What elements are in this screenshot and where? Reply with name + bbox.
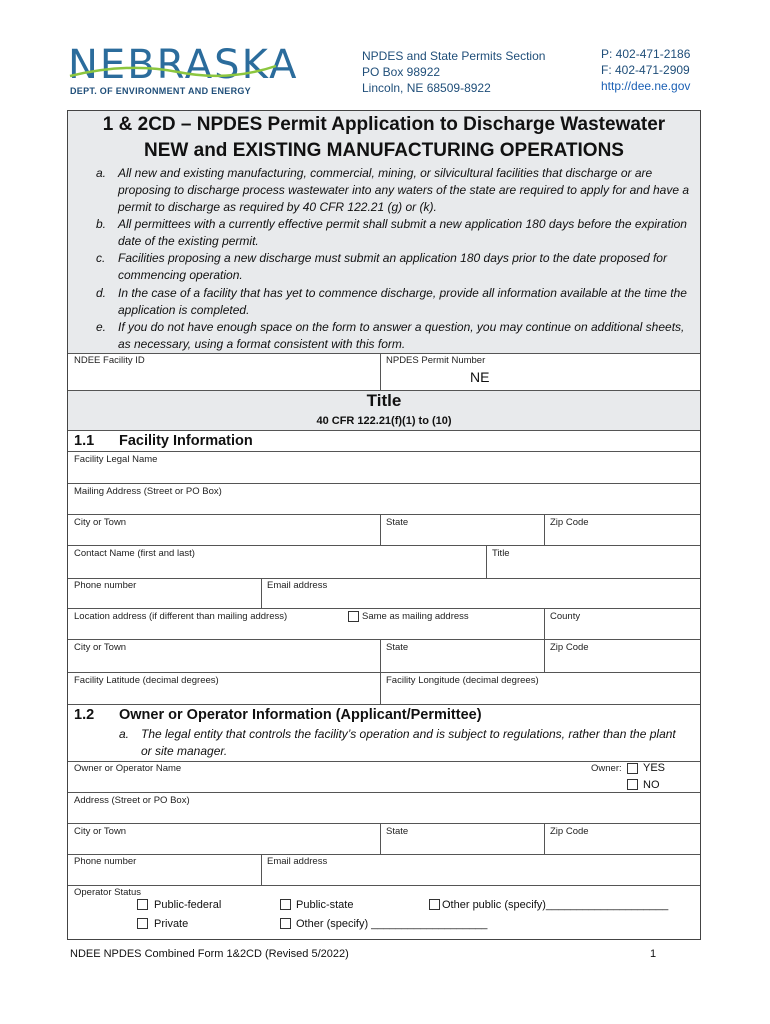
- divider: [68, 792, 700, 793]
- divider: [380, 514, 381, 545]
- owner-yes-checkbox[interactable]: [627, 763, 638, 774]
- form-subtitle: NEW and EXISTING MANUFACTURING OPERATIONS: [144, 140, 624, 161]
- location-city-field[interactable]: City or Town: [74, 642, 127, 653]
- section-title: Title: [366, 391, 402, 410]
- instruction-text: The legal entity that controls the facility’s operation and is subject to regulations, rather than the plant or site manager.: [141, 727, 676, 758]
- public-state-checkbox[interactable]: [280, 899, 291, 910]
- instruction-text: Facilities proposing a new discharge must submit an application 180 days prior to the date proposed for commencing operation.: [118, 251, 667, 282]
- divider: [486, 545, 487, 578]
- subsection-number: 1.2: [74, 707, 95, 723]
- owner-operator-name-field[interactable]: Owner or Operator Name: [74, 763, 182, 774]
- location-zip-field[interactable]: Zip Code: [550, 642, 589, 653]
- owner-no-checkbox[interactable]: [627, 779, 638, 790]
- subsection-title: Owner or Operator Information (Applicant/Permittee): [119, 707, 482, 723]
- address-line: Lincoln, NE 68509-8922: [362, 81, 491, 95]
- zip-field[interactable]: Zip Code: [550, 517, 589, 528]
- owner-no-label: NO: [643, 779, 660, 791]
- facility-id-field[interactable]: NDEE Facility ID: [74, 355, 145, 366]
- state-field[interactable]: State: [386, 517, 409, 528]
- divider: [380, 639, 381, 672]
- contact-name-field[interactable]: Contact Name (first and last): [74, 548, 195, 559]
- other-public-label[interactable]: Other public (specify)____________________: [442, 899, 669, 911]
- website-link[interactable]: http://dee.ne.gov: [601, 79, 691, 93]
- owner-yes-label: YES: [643, 762, 666, 774]
- divider: [68, 639, 700, 640]
- public-state-label: Public-state: [296, 899, 354, 911]
- owner-email-field[interactable]: Email address: [267, 856, 328, 867]
- divider: [68, 578, 700, 579]
- operator-status-label: Operator Status: [74, 887, 142, 898]
- divider: [261, 578, 262, 608]
- subsection-number: 1.1: [74, 433, 95, 449]
- divider: [68, 483, 700, 484]
- divider: [380, 823, 381, 854]
- owner-zip-field[interactable]: Zip Code: [550, 826, 589, 837]
- divider: [68, 885, 700, 886]
- public-federal-checkbox[interactable]: [137, 899, 148, 910]
- divider: [68, 672, 700, 673]
- footer-form-name: NDEE NPDES Combined Form 1&2CD (Revised 5/2022): [70, 948, 349, 960]
- location-address-field[interactable]: Location address (if different than mailing address): [74, 611, 288, 622]
- instruction-text: In the case of a facility that has yet to commence discharge, provide all information available at the time the application is completed.: [118, 286, 687, 317]
- phone-field[interactable]: Phone number: [74, 580, 137, 591]
- divider: [68, 451, 700, 452]
- address-line: PO Box 98922: [362, 65, 441, 79]
- instruction-letter: c.: [96, 251, 106, 265]
- divider: [544, 639, 545, 672]
- mailing-address-block: [362, 48, 545, 96]
- instruction-c: [96, 250, 696, 284]
- fax-number: F: 402-471-2909: [601, 63, 690, 77]
- owner-city-field[interactable]: City or Town: [74, 826, 127, 837]
- contact-block: [601, 46, 690, 94]
- divider: [68, 704, 700, 705]
- divider: [544, 823, 545, 854]
- logo-department: DEPT. OF ENVIRONMENT AND ENERGY: [70, 86, 251, 96]
- divider: [68, 545, 700, 546]
- form-title: 1 & 2CD – NPDES Permit Application to Discharge Wastewater: [102, 114, 666, 135]
- address-line: NPDES and State Permits Section: [362, 49, 546, 63]
- facility-legal-name-field[interactable]: Facility Legal Name: [74, 454, 158, 465]
- same-as-mailing-label: Same as mailing address: [362, 611, 469, 622]
- instruction-d: [96, 285, 696, 319]
- divider: [68, 514, 700, 515]
- same-as-mailing-checkbox[interactable]: [348, 611, 359, 622]
- owner-label: Owner:: [591, 763, 622, 774]
- divider: [380, 353, 381, 390]
- private-label: Private: [154, 918, 189, 930]
- other-specify-label[interactable]: Other (specify) ___________________: [296, 918, 488, 930]
- instruction-letter: d.: [96, 286, 107, 300]
- instruction-letter: b.: [96, 217, 107, 231]
- divider: [68, 608, 700, 609]
- divider: [380, 672, 381, 704]
- public-federal-label: Public-federal: [154, 899, 222, 911]
- instruction-text: All permittees with a currently effective permit shall submit a new application 180 days before the expiration date of the existing permit.: [118, 217, 687, 248]
- instruction-letter: e.: [96, 320, 107, 334]
- footer-page-number: 1: [650, 948, 657, 960]
- section-cfr-reference: 40 CFR 122.21(f)(1) to (10): [316, 415, 452, 427]
- instruction-text: All new and existing manufacturing, commercial, mining, or silvicultural facilities that discharge or are proposing to discharge process wastewater into any waters of the state are required to apply for and have a permit to discharge as required by 40 CFR 122.21 (g) or (k).: [118, 166, 689, 214]
- logo-swoosh-icon: [68, 60, 278, 82]
- divider: [544, 608, 545, 639]
- mailing-address-field[interactable]: Mailing Address (Street or PO Box): [74, 486, 222, 497]
- instruction-text: If you do not have enough space on the form to answer a question, you may continue on additional sheets, as necessary, using a format consistent with this form.: [118, 320, 685, 351]
- longitude-field[interactable]: Facility Longitude (decimal degrees): [386, 675, 539, 686]
- other-specify-checkbox[interactable]: [280, 918, 291, 929]
- divider: [68, 823, 700, 824]
- divider: [68, 761, 700, 762]
- permit-number-prefix[interactable]: NE: [470, 369, 490, 385]
- divider: [68, 353, 700, 354]
- phone-number: P: 402-471-2186: [601, 47, 691, 61]
- location-state-field[interactable]: State: [386, 642, 409, 653]
- owner-phone-field[interactable]: Phone number: [74, 856, 137, 867]
- owner-state-field[interactable]: State: [386, 826, 409, 837]
- divider: [68, 854, 700, 855]
- divider: [544, 514, 545, 545]
- latitude-field[interactable]: Facility Latitude (decimal degrees): [74, 675, 219, 686]
- owner-address-field[interactable]: Address (Street or PO Box): [74, 795, 190, 806]
- title-field[interactable]: Title: [492, 548, 510, 559]
- divider: [68, 430, 700, 431]
- email-field[interactable]: Email address: [267, 580, 328, 591]
- instruction-e: [96, 319, 696, 353]
- owner-note: [119, 726, 689, 760]
- other-public-checkbox[interactable]: [429, 899, 440, 910]
- instruction-b: [96, 216, 696, 250]
- instruction-letter: a.: [96, 166, 107, 180]
- subsection-title: Facility Information: [119, 433, 253, 449]
- permit-number-label: NPDES Permit Number: [386, 355, 486, 366]
- nebraska-logo-wordmark: NEBRASKA: [68, 42, 299, 88]
- instruction-letter: a.: [119, 727, 130, 741]
- divider: [261, 854, 262, 885]
- county-field[interactable]: County: [550, 611, 581, 622]
- private-checkbox[interactable]: [137, 918, 148, 929]
- city-field[interactable]: City or Town: [74, 517, 127, 528]
- instruction-a: [96, 165, 696, 216]
